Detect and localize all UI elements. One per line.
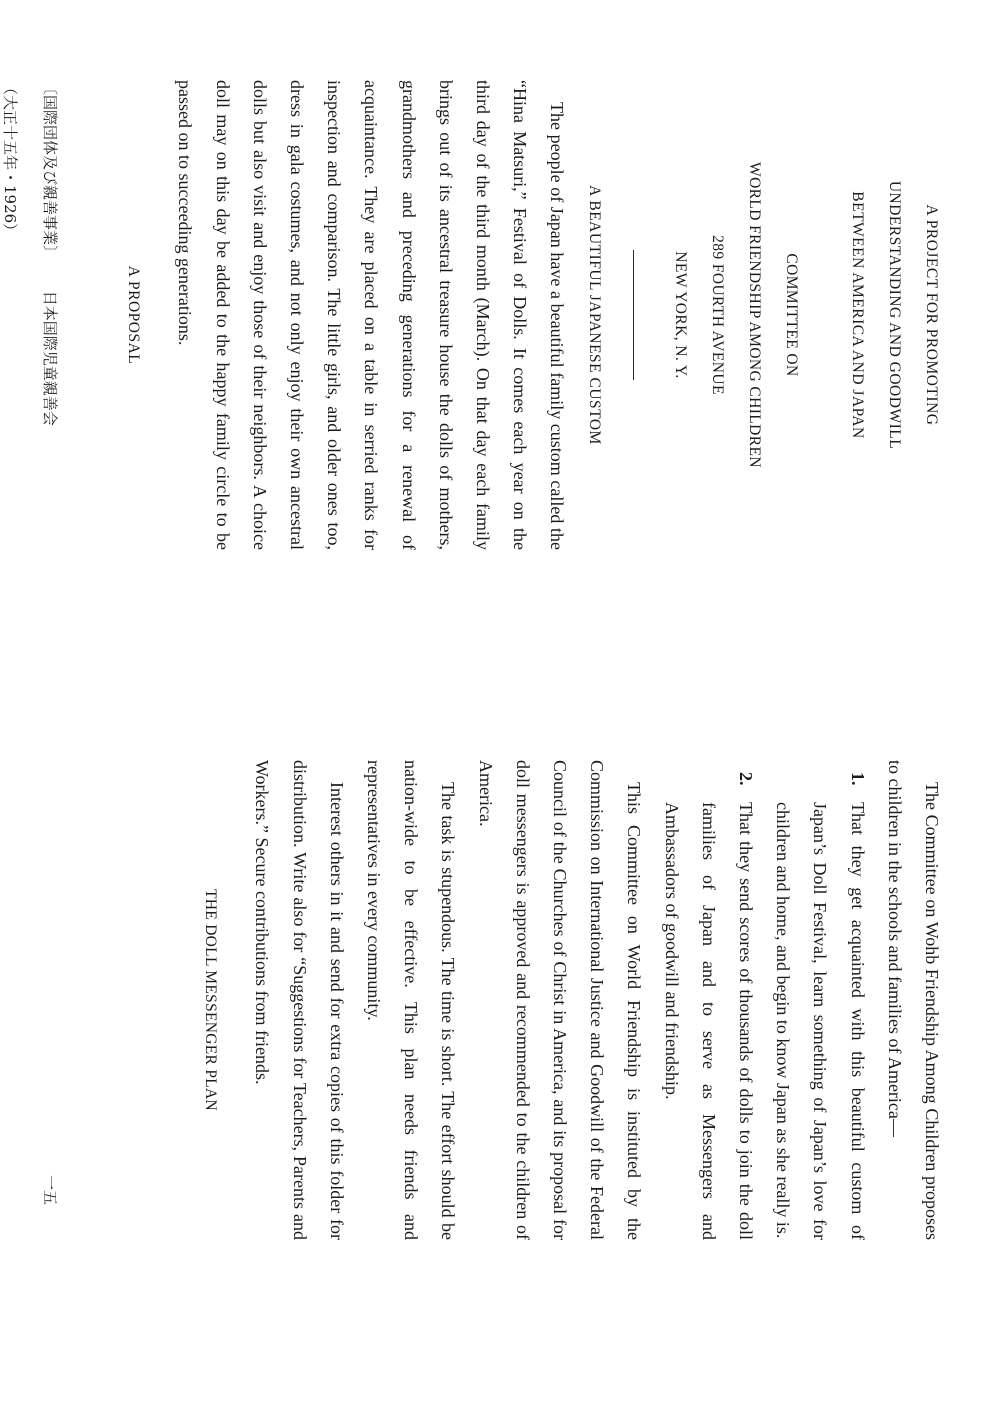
committee-paragraph: This Committee on World Friendship is instituted by the Commission on International Justice and Goodwill of the Federal Council of the Churches of Christ in America, and its proposal for doll messengers is approved and recommended to the children of America.	[475, 760, 645, 1240]
interest-paragraph: Interest others in it and send for extra copies of this folder for distribution. Write also for “Suggestions for Teachers, Parents and Workers.” Secure contributions from friends.	[252, 760, 347, 1240]
item-number: 1.	[847, 772, 868, 786]
proposal-item-1	[764, 760, 876, 1240]
category-label: 〔国際団体及び親善事業〕	[41, 80, 59, 261]
intro-paragraph: The Committee on Wohb Friendship Among Children proposes to children in the schools and families of America—	[884, 760, 942, 1240]
item-text: That they get acquainted with this beautiful custom of Japan’s Doll Festival, learn something of Japan’s love for children and home, and begin to know Japan as she really is.	[773, 802, 868, 1240]
plan-heading: THE DOLL MESSENGER PLAN	[202, 888, 220, 1112]
title-line: A PROJECT FOR PROMOTING	[923, 204, 940, 426]
committee-line: NEW YORK, N. Y.	[671, 251, 689, 379]
committee-address	[662, 80, 811, 550]
rotated-sheet	[1, 80, 950, 1340]
item-number: 2.	[735, 772, 756, 786]
committee-line: WORLD FRIENDSHIP AMONG CHILDREN	[746, 162, 764, 468]
task-paragraph: The task is stupendous. The time is short. The effort should be nation-wide to be effective. This plan needs friends and representatives in every community.	[363, 760, 459, 1240]
title-line: BETWEEN AMERICA AND JAPAN	[848, 191, 866, 439]
proposal-item-2	[652, 760, 764, 1240]
page-number: 一五	[41, 1174, 59, 1205]
project-title	[838, 80, 950, 550]
right-column	[90, 760, 950, 1240]
custom-paragraph: The people of Japan have a beautiful family custom called the “Hina Matsuri,” Festival of Dolls. It comes each year on the third day of the third month (March). On that day each family brings out of its ancestral treasure house the dolls of mothers, grandmothers and preceding generations for a renewal of acquaintance. They are placed on a table in serried ranks for inspection and comparison. The little girls, and older ones too, dress in gala costumes, and not only enjoy their own ancestral dolls but also visit and enjoy those of their neighbors. A choice doll may on this day be added to the happy family circle to be passed on to succeeding generations.	[175, 80, 568, 550]
divider-rule	[633, 250, 634, 380]
committee-line: 289 FOURTH AVENUE	[708, 235, 726, 395]
proposal-heading: A PROPOSAL	[125, 265, 143, 365]
organization-label: 日本国際児童親善会	[41, 290, 59, 426]
year-label: （大正十五年・1926）	[1, 80, 19, 239]
custom-heading: A BEAUTIFUL JAPANESE CUSTOM	[585, 185, 603, 445]
left-column	[90, 80, 950, 550]
item-text: That they send scores of thousands of dolls to join the doll families of Japan and to serve as Messengers and Ambassadors of goodwill and friendship.	[661, 802, 756, 1240]
source-footer	[1, 80, 70, 640]
title-line: UNDERSTANDING AND GOODWILL	[885, 180, 903, 450]
committee-line: COMMITTEE ON	[783, 253, 801, 377]
